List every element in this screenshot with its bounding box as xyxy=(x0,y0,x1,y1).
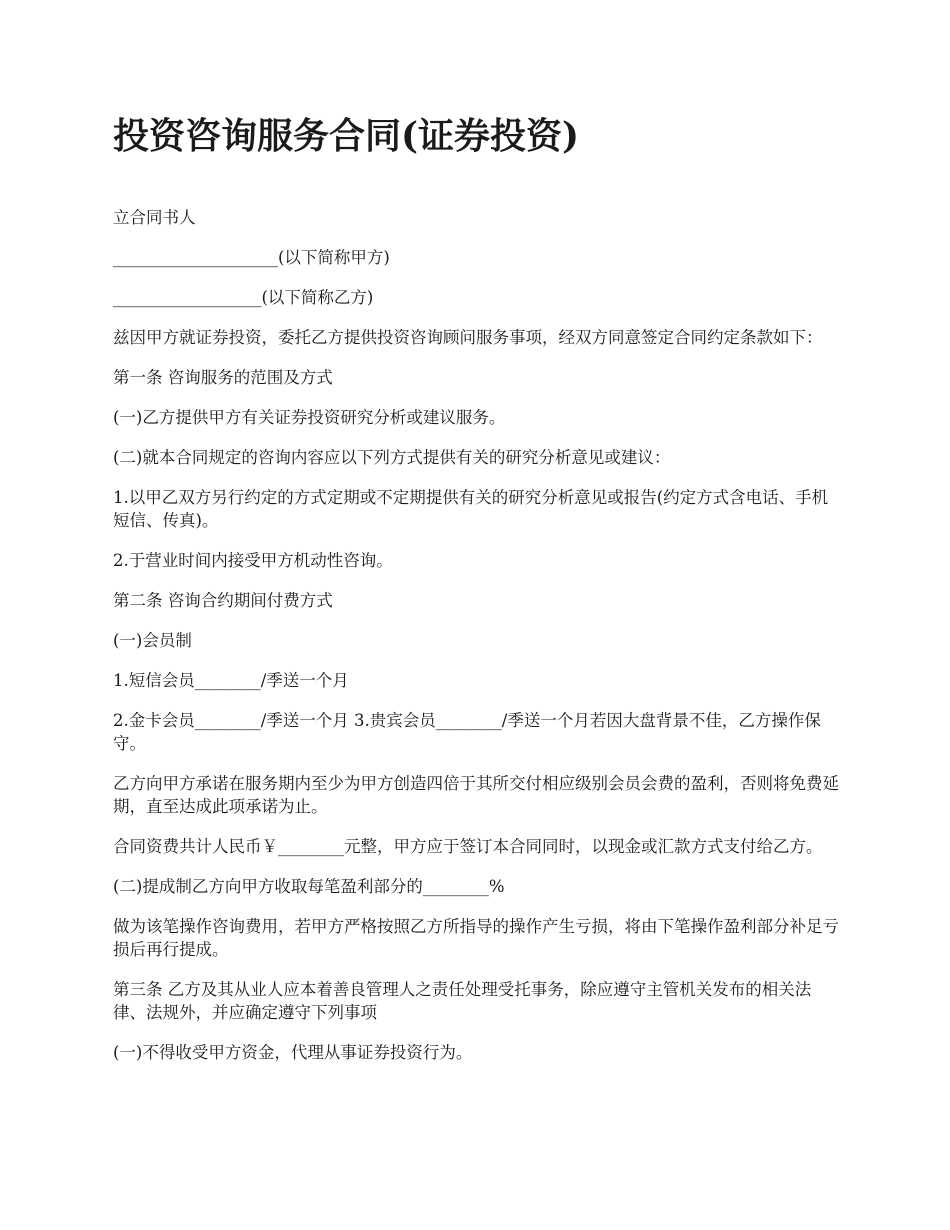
article-2-clause-1: (一)会员制 xyxy=(113,631,192,650)
article-2-item-2: 2.金卡会员________/季送一个月 3.贵宾会员________/季送一个月若因大盘背景不佳，乙方操作保守。 xyxy=(113,711,821,753)
article-3-heading: 第三条 乙方及其从业人应本着善良管理人之责任处理受托事务，除应遵守主管机关发布的相关法律、法规外，并应确定遵守下列事项 xyxy=(113,980,812,1022)
article-3-clause-1: (一)不得收受甲方资金，代理从事证券投资行为。 xyxy=(113,1043,473,1062)
article-1-item-2: 2.于营业时间内接受甲方机动性咨询。 xyxy=(113,551,393,570)
party-b-line: __________________(以下简称乙方) xyxy=(113,288,374,307)
article-2-clause-2: (二)提成制乙方向甲方收取每笔盈利部分的________% xyxy=(113,877,505,896)
article-2-loss-compensation: 做为该笔操作咨询费用，若甲方严格按照乙方所指导的操作产生亏损，将由下笔操作盈利部分补足亏损后再行提成。 xyxy=(113,917,839,959)
article-1-clause-2: (二)就本合同规定的咨询内容应以下列方式提供有关的研究分析意见或建议： xyxy=(113,448,671,467)
preamble-paragraph: 兹因甲方就证券投资，委托乙方提供投资咨询顾问服务事项，经双方同意签定合同约定条款如下： xyxy=(113,328,823,347)
article-1-clause-1: (一)乙方提供甲方有关证券投资研究分析或建议服务。 xyxy=(113,408,506,427)
document-title: 投资咨询服务合同(证券投资) xyxy=(113,115,580,157)
article-2-heading: 第二条 咨询合约期间付费方式 xyxy=(113,591,333,610)
document-page xyxy=(113,108,841,1081)
article-2-item-1: 1.短信会员________/季送一个月 xyxy=(113,671,349,690)
article-1-heading: 第一条 咨询服务的范围及方式 xyxy=(113,368,333,387)
article-2-commitment: 乙方向甲方承诺在服务期内至少为甲方创造四倍于其所交付相应级别会员会费的盈利，否则将免费延期，直至达成此项承诺为止。 xyxy=(113,774,839,816)
article-1-item-1: 1.以甲乙双方另行约定的方式定期或不定期提供有关的研究分析意见或报告(约定方式含电话、手机短信、传真)。 xyxy=(113,488,829,530)
signatory-heading: 立合同书人 xyxy=(113,208,196,227)
party-a-line: ____________________(以下简称甲方) xyxy=(113,248,390,267)
article-2-fee-total: 合同资费共计人民币￥________元整，甲方应于签订本合同同时，以现金或汇款方式支付给乙方。 xyxy=(113,837,823,856)
